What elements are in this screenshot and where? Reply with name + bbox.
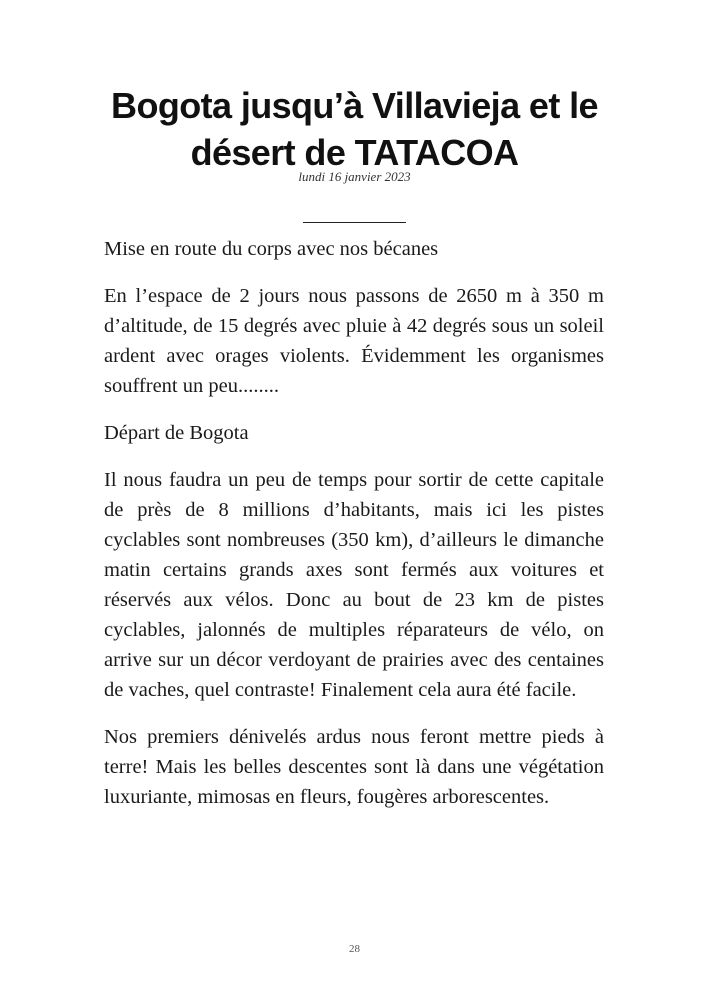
paragraph-depart-heading: Départ de Bogota <box>104 422 249 444</box>
title-line-2: désert de TATACOA <box>190 132 519 173</box>
paragraph-intro: Mise en route du corps avec nos bécanes <box>104 238 439 260</box>
paragraph-altitude: En l’espace de 2 jours nous passons de 2650 m à 350 m d’altitude, de 15 degrés avec pluie à 42 degrés sous un soleil ardent avec orages violents. Évidemment les organismes souffrent un peu........ <box>104 285 604 397</box>
article-body <box>104 234 604 829</box>
paragraph-bogota-exit: Il nous faudra un peu de temps pour sortir de cette capitale de près de 8 millions d’habitants, mais ici les pistes cyclables sont nombreuses (350 km), d’ailleurs le dimanche matin certains grands axes sont fermés aux voitures et réservés aux vélos. Donc au bout de 23 km de pistes cyclables, jalonnés de multiples réparateurs de vélo, on arrive sur un décor verdoyant de prairies avec des centaines de vaches, quel contraste! Finalement cela aura été facile. <box>104 469 604 701</box>
title-divider <box>303 222 406 223</box>
post-date: lundi 16 janvier 2023 <box>298 169 411 184</box>
page-number: 28 <box>349 943 360 955</box>
page-title <box>80 82 629 176</box>
paragraph-first-climbs: Nos premiers dénivelés ardus nous feront mettre pieds à terre! Mais les belles descentes sont là dans une végétation luxuriante, mimosas en fleurs, fougères arborescentes. <box>104 726 604 808</box>
title-line-1: Bogota jusqu’à Villavieja et le <box>111 85 598 126</box>
